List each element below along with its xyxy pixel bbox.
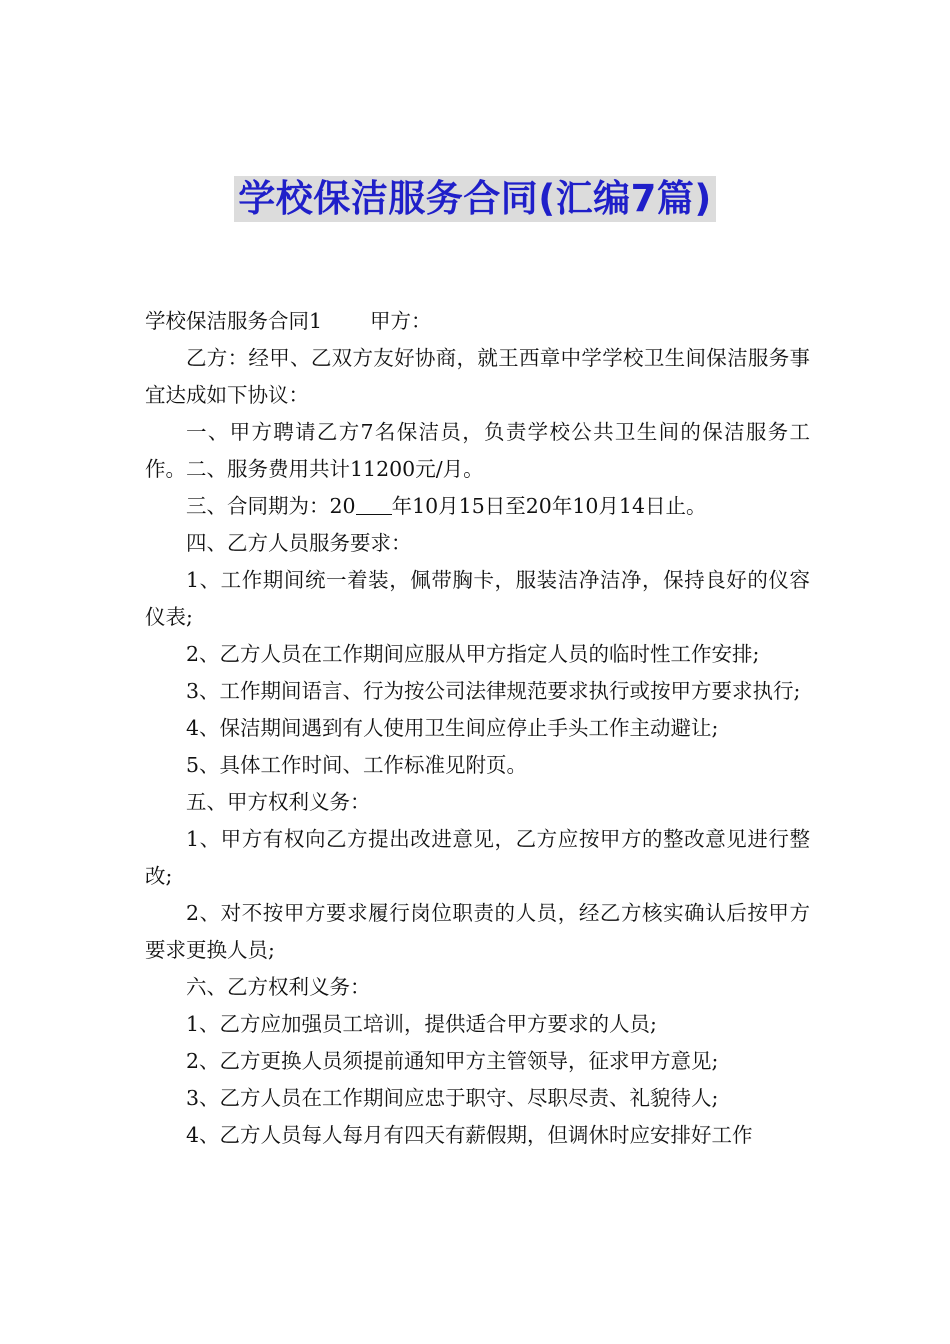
intro-line	[145, 303, 810, 340]
blank-underline	[356, 496, 392, 515]
contract-heading: 学校保洁服务合同1	[145, 309, 323, 333]
paragraph: 1、乙方应加强员工培训，提供适合甲方要求的人员;	[186, 1012, 657, 1036]
paragraph: 四、乙方人员服务要求：	[186, 531, 412, 555]
paragraph: 六、乙方权利义务：	[186, 975, 371, 999]
paragraph: 3、工作期间语言、行为按公司法律规范要求执行或按甲方要求执行;	[186, 679, 801, 703]
paragraph: 2、乙方更换人员须提前通知甲方主管领导，征求甲方意见;	[186, 1049, 719, 1073]
paragraph: 4、乙方人员每人每月有四天有薪假期，但调休时应安排好工作	[186, 1123, 753, 1147]
paragraph: 1、甲方有权向乙方提出改进意见，乙方应按甲方的整改意见进行整改;	[145, 827, 810, 888]
document-body	[145, 303, 810, 1154]
term-clause-start: 三、合同期为：20	[186, 494, 356, 518]
paragraph: 五、甲方权利义务：	[186, 790, 371, 814]
paragraph: 2、乙方人员在工作期间应服从甲方指定人员的临时性工作安排;	[186, 642, 760, 666]
party-a-label: 甲方：	[370, 309, 432, 333]
paragraph: 1、工作期间统一着装，佩带胸卡，服装洁净洁净，保持良好的仪容仪表;	[145, 568, 810, 629]
document-title: 学校保洁服务合同(汇编7篇)	[234, 176, 716, 222]
paragraph: 乙方：经甲、乙双方友好协商，就王西章中学学校卫生间保洁服务事宜达成如下协议：	[145, 346, 810, 407]
paragraph: 一、甲方聘请乙方7名保洁员，负责学校公共卫生间的保洁服务工作。二、服务费用共计11200元/月。	[145, 420, 810, 481]
paragraph: 3、乙方人员在工作期间应忠于职守、尽职尽责、礼貌待人;	[186, 1086, 719, 1110]
term-clause-end: 年10月15日至20年10月14日止。	[391, 494, 707, 518]
title-container	[0, 176, 950, 222]
term-clause	[145, 488, 810, 525]
paragraph: 5、具体工作时间、工作标准见附页。	[186, 753, 528, 777]
paragraph: 2、对不按甲方要求履行岗位职责的人员，经乙方核实确认后按甲方要求更换人员;	[145, 901, 810, 962]
paragraph: 4、保洁期间遇到有人使用卫生间应停止手头工作主动避让;	[186, 716, 719, 740]
